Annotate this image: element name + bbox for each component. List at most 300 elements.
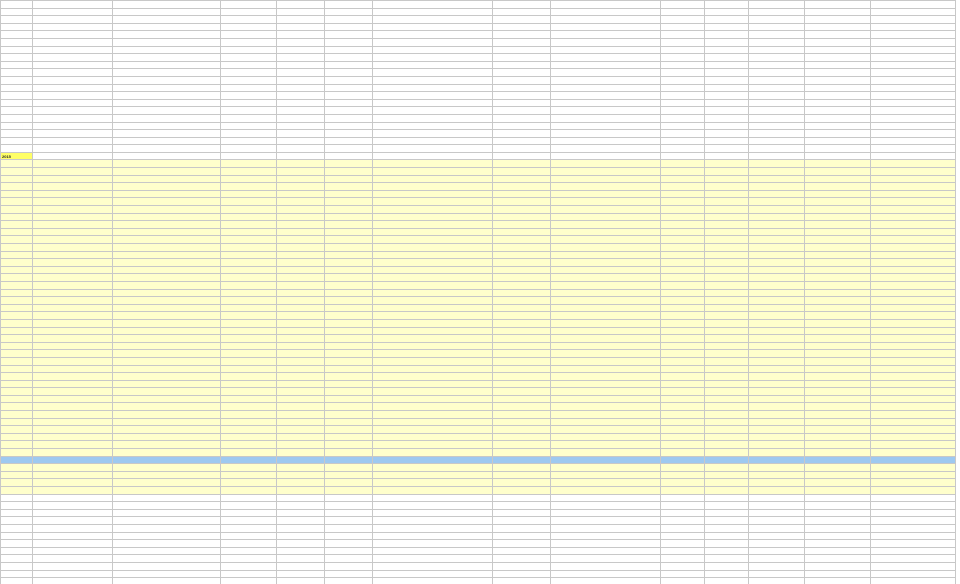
table-cell[interactable] xyxy=(551,69,661,77)
table-cell[interactable] xyxy=(871,395,956,403)
table-cell[interactable] xyxy=(871,289,956,297)
table-cell[interactable] xyxy=(277,281,325,289)
table-cell[interactable] xyxy=(221,198,277,206)
table-cell[interactable] xyxy=(493,426,551,434)
table-cell[interactable] xyxy=(33,84,113,92)
table-row[interactable] xyxy=(1,228,956,236)
table-cell[interactable] xyxy=(661,84,705,92)
table-cell[interactable] xyxy=(113,570,221,578)
table-cell[interactable] xyxy=(277,426,325,434)
table-cell[interactable] xyxy=(277,403,325,411)
table-cell[interactable] xyxy=(113,403,221,411)
table-cell[interactable] xyxy=(33,281,113,289)
table-cell[interactable] xyxy=(221,297,277,305)
table-cell[interactable] xyxy=(113,206,221,214)
table-row[interactable] xyxy=(1,175,956,183)
table-cell[interactable] xyxy=(749,69,805,77)
table-cell[interactable] xyxy=(705,380,749,388)
table-cell[interactable] xyxy=(871,152,956,160)
table-cell[interactable] xyxy=(493,395,551,403)
table-cell[interactable] xyxy=(805,289,871,297)
table-cell[interactable] xyxy=(373,403,493,411)
table-cell[interactable] xyxy=(705,84,749,92)
table-cell[interactable] xyxy=(373,137,493,145)
table-cell[interactable] xyxy=(493,281,551,289)
table-cell[interactable] xyxy=(221,532,277,540)
table-row[interactable] xyxy=(1,373,956,381)
table-cell[interactable] xyxy=(871,92,956,100)
table-cell[interactable] xyxy=(705,251,749,259)
table-cell[interactable] xyxy=(749,92,805,100)
table-cell[interactable] xyxy=(373,509,493,517)
table-cell[interactable] xyxy=(705,578,749,584)
table-cell[interactable] xyxy=(749,418,805,426)
table-cell[interactable] xyxy=(805,335,871,343)
row-id-cell[interactable] xyxy=(1,380,33,388)
table-cell[interactable] xyxy=(871,266,956,274)
table-cell[interactable] xyxy=(373,487,493,495)
table-cell[interactable] xyxy=(493,92,551,100)
table-cell[interactable] xyxy=(805,532,871,540)
table-cell[interactable] xyxy=(705,213,749,221)
table-row[interactable] xyxy=(1,130,956,138)
table-cell[interactable] xyxy=(221,107,277,115)
table-cell[interactable] xyxy=(277,76,325,84)
table-row[interactable] xyxy=(1,84,956,92)
table-cell[interactable] xyxy=(277,190,325,198)
table-cell[interactable] xyxy=(805,464,871,472)
table-cell[interactable] xyxy=(551,168,661,176)
table-cell[interactable] xyxy=(805,517,871,525)
row-id-cell[interactable] xyxy=(1,327,33,335)
table-cell[interactable] xyxy=(551,532,661,540)
table-cell[interactable] xyxy=(661,380,705,388)
table-cell[interactable] xyxy=(749,54,805,62)
table-cell[interactable] xyxy=(661,114,705,122)
table-cell[interactable] xyxy=(493,327,551,335)
table-cell[interactable] xyxy=(277,168,325,176)
table-cell[interactable] xyxy=(493,274,551,282)
table-row[interactable] xyxy=(1,266,956,274)
table-cell[interactable] xyxy=(373,259,493,267)
table-cell[interactable] xyxy=(493,570,551,578)
table-cell[interactable] xyxy=(373,380,493,388)
row-id-cell[interactable] xyxy=(1,365,33,373)
table-cell[interactable] xyxy=(325,304,373,312)
table-cell[interactable] xyxy=(33,145,113,153)
table-cell[interactable] xyxy=(325,570,373,578)
table-cell[interactable] xyxy=(221,373,277,381)
row-id-cell[interactable] xyxy=(1,388,33,396)
table-cell[interactable] xyxy=(221,130,277,138)
table-cell[interactable] xyxy=(551,160,661,168)
table-cell[interactable] xyxy=(705,130,749,138)
table-cell[interactable] xyxy=(325,433,373,441)
table-cell[interactable] xyxy=(805,46,871,54)
table-cell[interactable] xyxy=(749,373,805,381)
table-cell[interactable] xyxy=(551,502,661,510)
table-cell[interactable] xyxy=(749,213,805,221)
table-cell[interactable] xyxy=(221,312,277,320)
table-cell[interactable] xyxy=(325,266,373,274)
table-cell[interactable] xyxy=(221,1,277,9)
table-cell[interactable] xyxy=(33,114,113,122)
table-cell[interactable] xyxy=(661,92,705,100)
table-cell[interactable] xyxy=(277,464,325,472)
table-cell[interactable] xyxy=(749,251,805,259)
table-cell[interactable] xyxy=(705,487,749,495)
table-row[interactable] xyxy=(1,411,956,419)
table-cell[interactable] xyxy=(871,380,956,388)
table-cell[interactable] xyxy=(551,130,661,138)
table-cell[interactable] xyxy=(749,274,805,282)
table-cell[interactable] xyxy=(113,517,221,525)
table-cell[interactable] xyxy=(705,122,749,130)
table-cell[interactable] xyxy=(871,1,956,9)
table-cell[interactable] xyxy=(805,99,871,107)
table-cell[interactable] xyxy=(277,160,325,168)
table-cell[interactable] xyxy=(113,190,221,198)
table-cell[interactable] xyxy=(325,130,373,138)
table-cell[interactable] xyxy=(551,373,661,381)
table-cell[interactable] xyxy=(661,236,705,244)
table-cell[interactable] xyxy=(705,274,749,282)
table-cell[interactable] xyxy=(325,92,373,100)
table-cell[interactable] xyxy=(325,99,373,107)
table-cell[interactable] xyxy=(705,426,749,434)
table-cell[interactable] xyxy=(33,304,113,312)
table-cell[interactable] xyxy=(661,411,705,419)
table-cell[interactable] xyxy=(749,236,805,244)
table-cell[interactable] xyxy=(749,130,805,138)
table-cell[interactable] xyxy=(277,38,325,46)
table-cell[interactable] xyxy=(493,509,551,517)
table-cell[interactable] xyxy=(221,84,277,92)
table-cell[interactable] xyxy=(805,137,871,145)
table-cell[interactable] xyxy=(113,274,221,282)
table-cell[interactable] xyxy=(113,92,221,100)
table-cell[interactable] xyxy=(493,411,551,419)
table-cell[interactable] xyxy=(113,540,221,548)
table-cell[interactable] xyxy=(871,175,956,183)
table-cell[interactable] xyxy=(705,524,749,532)
table-cell[interactable] xyxy=(113,175,221,183)
table-cell[interactable] xyxy=(113,441,221,449)
table-cell[interactable] xyxy=(277,130,325,138)
table-cell[interactable] xyxy=(551,99,661,107)
table-cell[interactable] xyxy=(749,570,805,578)
table-cell[interactable] xyxy=(325,38,373,46)
table-cell[interactable] xyxy=(749,137,805,145)
table-cell[interactable] xyxy=(373,198,493,206)
table-cell[interactable] xyxy=(551,16,661,24)
table-cell[interactable] xyxy=(551,555,661,563)
table-cell[interactable] xyxy=(661,471,705,479)
table-cell[interactable] xyxy=(749,122,805,130)
table-cell[interactable] xyxy=(871,532,956,540)
table-cell[interactable] xyxy=(221,570,277,578)
table-cell[interactable] xyxy=(661,509,705,517)
table-cell[interactable] xyxy=(33,190,113,198)
table-cell[interactable] xyxy=(113,433,221,441)
table-cell[interactable] xyxy=(33,373,113,381)
table-cell[interactable] xyxy=(661,54,705,62)
table-cell[interactable] xyxy=(705,388,749,396)
table-cell[interactable] xyxy=(551,342,661,350)
table-cell[interactable] xyxy=(373,502,493,510)
table-cell[interactable] xyxy=(277,1,325,9)
table-cell[interactable] xyxy=(493,433,551,441)
table-cell[interactable] xyxy=(277,198,325,206)
table-cell[interactable] xyxy=(705,38,749,46)
table-cell[interactable] xyxy=(705,99,749,107)
row-id-cell[interactable] xyxy=(1,449,33,457)
table-cell[interactable] xyxy=(493,403,551,411)
table-row[interactable] xyxy=(1,152,956,160)
table-cell[interactable] xyxy=(113,532,221,540)
table-cell[interactable] xyxy=(373,1,493,9)
table-cell[interactable] xyxy=(661,38,705,46)
table-row[interactable] xyxy=(1,449,956,457)
table-cell[interactable] xyxy=(221,449,277,457)
table-cell[interactable] xyxy=(33,487,113,495)
table-cell[interactable] xyxy=(325,464,373,472)
table-cell[interactable] xyxy=(805,16,871,24)
row-id-cell[interactable] xyxy=(1,487,33,495)
table-cell[interactable] xyxy=(33,570,113,578)
table-cell[interactable] xyxy=(277,16,325,24)
table-cell[interactable] xyxy=(805,122,871,130)
table-cell[interactable] xyxy=(551,54,661,62)
table-row[interactable] xyxy=(1,426,956,434)
table-cell[interactable] xyxy=(871,206,956,214)
table-cell[interactable] xyxy=(277,555,325,563)
table-cell[interactable] xyxy=(705,297,749,305)
table-cell[interactable] xyxy=(661,152,705,160)
table-cell[interactable] xyxy=(325,327,373,335)
table-cell[interactable] xyxy=(221,540,277,548)
table-cell[interactable] xyxy=(33,236,113,244)
table-cell[interactable] xyxy=(373,304,493,312)
table-cell[interactable] xyxy=(373,441,493,449)
table-cell[interactable] xyxy=(749,327,805,335)
table-cell[interactable] xyxy=(493,236,551,244)
table-cell[interactable] xyxy=(661,137,705,145)
table-cell[interactable] xyxy=(277,84,325,92)
table-cell[interactable] xyxy=(33,289,113,297)
table-cell[interactable] xyxy=(705,342,749,350)
table-cell[interactable] xyxy=(661,304,705,312)
table-cell[interactable] xyxy=(325,69,373,77)
table-cell[interactable] xyxy=(705,107,749,115)
table-row[interactable] xyxy=(1,289,956,297)
table-cell[interactable] xyxy=(221,274,277,282)
row-id-cell[interactable] xyxy=(1,562,33,570)
table-cell[interactable] xyxy=(661,342,705,350)
row-id-cell[interactable] xyxy=(1,289,33,297)
table-cell[interactable] xyxy=(277,365,325,373)
table-row[interactable] xyxy=(1,213,956,221)
table-cell[interactable] xyxy=(871,297,956,305)
table-cell[interactable] xyxy=(33,213,113,221)
table-cell[interactable] xyxy=(805,357,871,365)
row-id-cell[interactable] xyxy=(1,418,33,426)
table-cell[interactable] xyxy=(113,342,221,350)
table-cell[interactable] xyxy=(493,31,551,39)
table-cell[interactable] xyxy=(221,411,277,419)
table-cell[interactable] xyxy=(551,92,661,100)
table-cell[interactable] xyxy=(749,357,805,365)
table-cell[interactable] xyxy=(33,259,113,267)
table-cell[interactable] xyxy=(221,160,277,168)
table-cell[interactable] xyxy=(33,23,113,31)
table-cell[interactable] xyxy=(749,449,805,457)
table-cell[interactable] xyxy=(221,251,277,259)
table-row[interactable] xyxy=(1,107,956,115)
table-cell[interactable] xyxy=(493,388,551,396)
table-cell[interactable] xyxy=(551,365,661,373)
table-cell[interactable] xyxy=(113,76,221,84)
table-cell[interactable] xyxy=(221,524,277,532)
table-cell[interactable] xyxy=(551,319,661,327)
table-cell[interactable] xyxy=(805,411,871,419)
table-cell[interactable] xyxy=(33,380,113,388)
table-cell[interactable] xyxy=(33,244,113,252)
table-cell[interactable] xyxy=(33,61,113,69)
table-cell[interactable] xyxy=(661,441,705,449)
table-cell[interactable] xyxy=(221,418,277,426)
table-cell[interactable] xyxy=(113,16,221,24)
table-cell[interactable] xyxy=(113,259,221,267)
table-cell[interactable] xyxy=(661,327,705,335)
table-cell[interactable] xyxy=(551,441,661,449)
row-id-cell[interactable] xyxy=(1,471,33,479)
table-cell[interactable] xyxy=(493,175,551,183)
table-cell[interactable] xyxy=(871,479,956,487)
table-cell[interactable] xyxy=(551,578,661,584)
table-cell[interactable] xyxy=(113,411,221,419)
table-cell[interactable] xyxy=(705,259,749,267)
table-cell[interactable] xyxy=(805,206,871,214)
table-cell[interactable] xyxy=(221,464,277,472)
table-cell[interactable] xyxy=(805,426,871,434)
table-cell[interactable] xyxy=(113,289,221,297)
row-id-cell[interactable] xyxy=(1,251,33,259)
table-cell[interactable] xyxy=(33,524,113,532)
table-cell[interactable] xyxy=(705,479,749,487)
table-cell[interactable] xyxy=(551,562,661,570)
table-cell[interactable] xyxy=(325,578,373,584)
table-cell[interactable] xyxy=(661,274,705,282)
table-cell[interactable] xyxy=(805,145,871,153)
table-cell[interactable] xyxy=(493,289,551,297)
table-cell[interactable] xyxy=(277,8,325,16)
row-id-cell[interactable] xyxy=(1,23,33,31)
table-cell[interactable] xyxy=(493,213,551,221)
table-cell[interactable] xyxy=(805,228,871,236)
table-cell[interactable] xyxy=(551,76,661,84)
table-cell[interactable] xyxy=(493,160,551,168)
table-cell[interactable] xyxy=(325,395,373,403)
table-cell[interactable] xyxy=(113,418,221,426)
row-id-cell[interactable] xyxy=(1,99,33,107)
table-cell[interactable] xyxy=(749,175,805,183)
table-cell[interactable] xyxy=(373,449,493,457)
table-cell[interactable] xyxy=(373,342,493,350)
table-cell[interactable] xyxy=(277,122,325,130)
table-cell[interactable] xyxy=(113,183,221,191)
table-cell[interactable] xyxy=(551,289,661,297)
table-cell[interactable] xyxy=(551,547,661,555)
table-row[interactable] xyxy=(1,555,956,563)
table-cell[interactable] xyxy=(33,8,113,16)
table-cell[interactable] xyxy=(551,494,661,502)
row-id-cell[interactable] xyxy=(1,206,33,214)
table-cell[interactable] xyxy=(805,312,871,320)
table-cell[interactable] xyxy=(113,99,221,107)
table-cell[interactable] xyxy=(871,327,956,335)
row-id-cell[interactable] xyxy=(1,304,33,312)
table-cell[interactable] xyxy=(113,168,221,176)
table-cell[interactable] xyxy=(871,46,956,54)
table-cell[interactable] xyxy=(325,84,373,92)
row-id-cell[interactable] xyxy=(1,524,33,532)
table-cell[interactable] xyxy=(871,388,956,396)
table-row[interactable] xyxy=(1,570,956,578)
table-cell[interactable] xyxy=(551,152,661,160)
table-cell[interactable] xyxy=(705,357,749,365)
table-cell[interactable] xyxy=(805,403,871,411)
table-cell[interactable] xyxy=(749,99,805,107)
table-cell[interactable] xyxy=(705,266,749,274)
table-cell[interactable] xyxy=(277,578,325,584)
table-cell[interactable] xyxy=(805,251,871,259)
table-cell[interactable] xyxy=(277,395,325,403)
table-cell[interactable] xyxy=(221,31,277,39)
table-cell[interactable] xyxy=(705,69,749,77)
table-cell[interactable] xyxy=(325,418,373,426)
table-cell[interactable] xyxy=(221,281,277,289)
table-cell[interactable] xyxy=(551,251,661,259)
table-row[interactable] xyxy=(1,281,956,289)
table-cell[interactable] xyxy=(277,289,325,297)
table-cell[interactable] xyxy=(373,190,493,198)
table-cell[interactable] xyxy=(705,281,749,289)
table-cell[interactable] xyxy=(373,365,493,373)
table-cell[interactable] xyxy=(551,517,661,525)
table-cell[interactable] xyxy=(871,350,956,358)
table-cell[interactable] xyxy=(493,130,551,138)
row-id-cell[interactable] xyxy=(1,373,33,381)
table-cell[interactable] xyxy=(551,312,661,320)
table-cell[interactable] xyxy=(551,388,661,396)
table-cell[interactable] xyxy=(805,487,871,495)
table-cell[interactable] xyxy=(805,160,871,168)
table-cell[interactable] xyxy=(277,107,325,115)
table-cell[interactable] xyxy=(33,198,113,206)
table-cell[interactable] xyxy=(113,1,221,9)
table-cell[interactable] xyxy=(113,350,221,358)
table-cell[interactable] xyxy=(33,433,113,441)
table-cell[interactable] xyxy=(113,213,221,221)
table-cell[interactable] xyxy=(325,380,373,388)
table-cell[interactable] xyxy=(221,350,277,358)
table-cell[interactable] xyxy=(749,502,805,510)
table-cell[interactable] xyxy=(749,433,805,441)
table-cell[interactable] xyxy=(325,23,373,31)
table-cell[interactable] xyxy=(749,547,805,555)
table-cell[interactable] xyxy=(325,540,373,548)
